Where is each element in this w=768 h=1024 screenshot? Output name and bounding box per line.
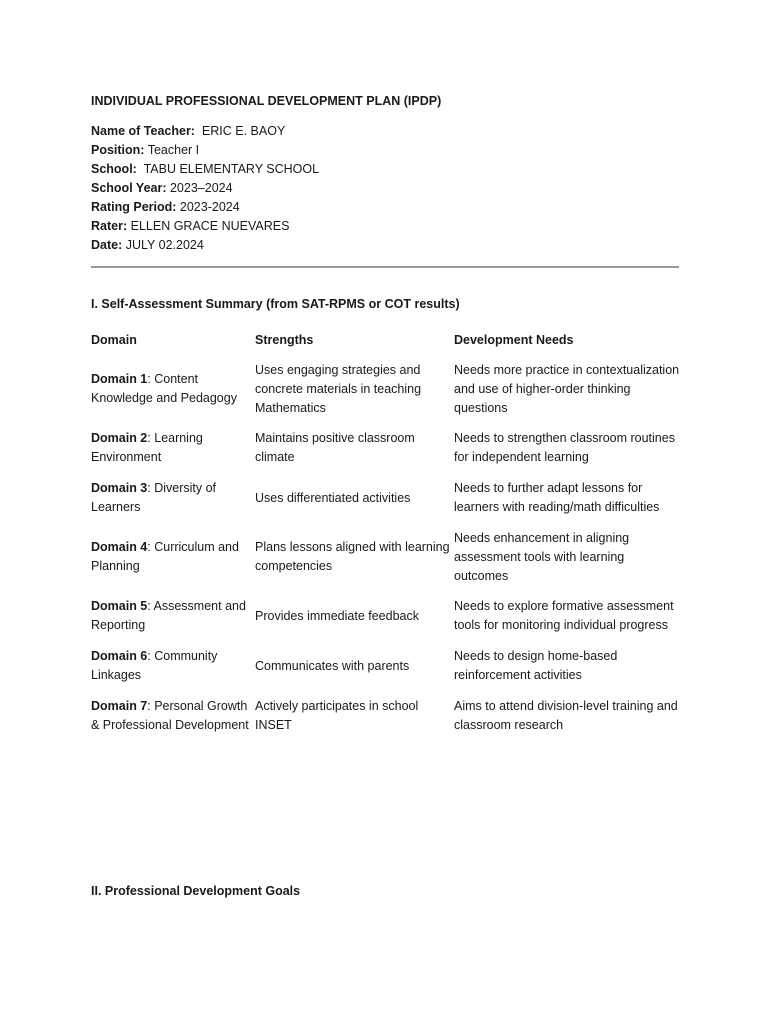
domain-name: : Personal Growth & Professional Development <box>91 699 249 732</box>
domain-name: : Diversity of Learners <box>91 481 217 514</box>
header-development-needs: Development Needs <box>454 333 574 347</box>
info-rater <box>91 217 679 236</box>
need-cell: Aims to attend division-level training and classroom research <box>454 699 678 732</box>
info-school-year <box>91 179 679 198</box>
domain-cell <box>91 423 255 473</box>
teacher-info <box>91 122 679 255</box>
domain-name: : Community Linkages <box>91 649 218 682</box>
document-title: INDIVIDUAL PROFESSIONAL DEVELOPMENT PLAN (IPDP) <box>91 94 442 108</box>
table-row <box>91 355 681 423</box>
domain-name: : Learning Environment <box>91 431 203 464</box>
info-position <box>91 141 679 160</box>
need-cell: Needs more practice in contextualization and use of higher-order thinking questions <box>454 362 680 415</box>
domain-label: Domain 2 <box>91 431 148 445</box>
table-row <box>91 591 681 641</box>
domain-label: Domain 7 <box>91 699 148 713</box>
domain-label: Domain 5 <box>91 599 148 613</box>
info-date <box>91 236 679 255</box>
table-row <box>91 523 681 591</box>
domain-cell <box>91 591 255 641</box>
need-cell: Needs to design home-based reinforcement activities <box>454 649 618 682</box>
strength-cell: Uses engaging strategies and concrete materials in teaching Mathematics <box>255 362 422 415</box>
need-cell: Needs to strengthen classroom routines for independent learning <box>454 431 675 464</box>
info-label: School: <box>91 162 137 176</box>
horizontal-divider <box>91 266 679 268</box>
need-cell: Needs to further adapt lessons for learners with reading/math difficulties <box>454 481 660 514</box>
section-self-assessment-title: I. Self-Assessment Summary (from SAT-RPMS or COT results) <box>91 297 460 311</box>
domain-cell <box>91 691 255 741</box>
header-domain: Domain <box>91 333 137 347</box>
self-assessment-table <box>91 325 681 741</box>
domain-name: : Curriculum and Planning <box>91 540 239 573</box>
info-value: ELLEN GRACE NUEVARES <box>130 219 290 233</box>
domain-cell <box>91 523 255 591</box>
info-value: Teacher I <box>147 143 200 157</box>
table-row <box>91 473 681 523</box>
domain-label: Domain 1 <box>91 372 148 386</box>
domain-label: Domain 3 <box>91 481 148 495</box>
info-value: JULY 02.2024 <box>125 238 204 252</box>
info-school <box>91 160 679 179</box>
domain-cell <box>91 355 255 423</box>
table-row <box>91 691 681 741</box>
strength-cell: Provides immediate feedback <box>255 608 419 623</box>
info-label: Name of Teacher: <box>91 124 195 138</box>
need-cell: Needs to explore formative assessment tools for monitoring individual progress <box>454 599 674 632</box>
info-value: TABU ELEMENTARY SCHOOL <box>143 162 320 176</box>
info-value: ERIC E. BAOY <box>201 124 286 138</box>
domain-name: : Assessment and Reporting <box>91 599 246 632</box>
table-header-row <box>91 325 681 355</box>
section-professional-development-goals-title: II. Professional Development Goals <box>91 884 301 898</box>
domain-label: Domain 4 <box>91 540 148 554</box>
domain-cell <box>91 641 255 691</box>
domain-name: : Content Knowledge and Pedagogy <box>91 372 237 405</box>
domain-cell <box>91 473 255 523</box>
info-value: 2023-2024 <box>179 200 240 214</box>
need-cell: Needs enhancement in aligning assessment tools with learning outcomes <box>454 530 630 583</box>
info-name-of-teacher <box>91 122 679 141</box>
strength-cell: Maintains positive classroom climate <box>255 431 415 464</box>
header-strengths: Strengths <box>255 333 314 347</box>
strength-cell: Actively participates in school INSET <box>255 699 419 732</box>
strength-cell: Uses differentiated activities <box>255 490 411 505</box>
info-label: Position: <box>91 143 145 157</box>
info-value: 2023–2024 <box>169 181 233 195</box>
info-label: Rater: <box>91 219 128 233</box>
info-label: School Year: <box>91 181 167 195</box>
document-page <box>91 92 679 741</box>
strength-cell: Plans lessons aligned with learning competencies <box>255 540 450 573</box>
info-label: Rating Period: <box>91 200 177 214</box>
strength-cell: Communicates with parents <box>255 658 410 673</box>
domain-label: Domain 6 <box>91 649 148 663</box>
info-rating-period <box>91 198 679 217</box>
table-row <box>91 641 681 691</box>
info-label: Date: <box>91 238 123 252</box>
table-row <box>91 423 681 473</box>
